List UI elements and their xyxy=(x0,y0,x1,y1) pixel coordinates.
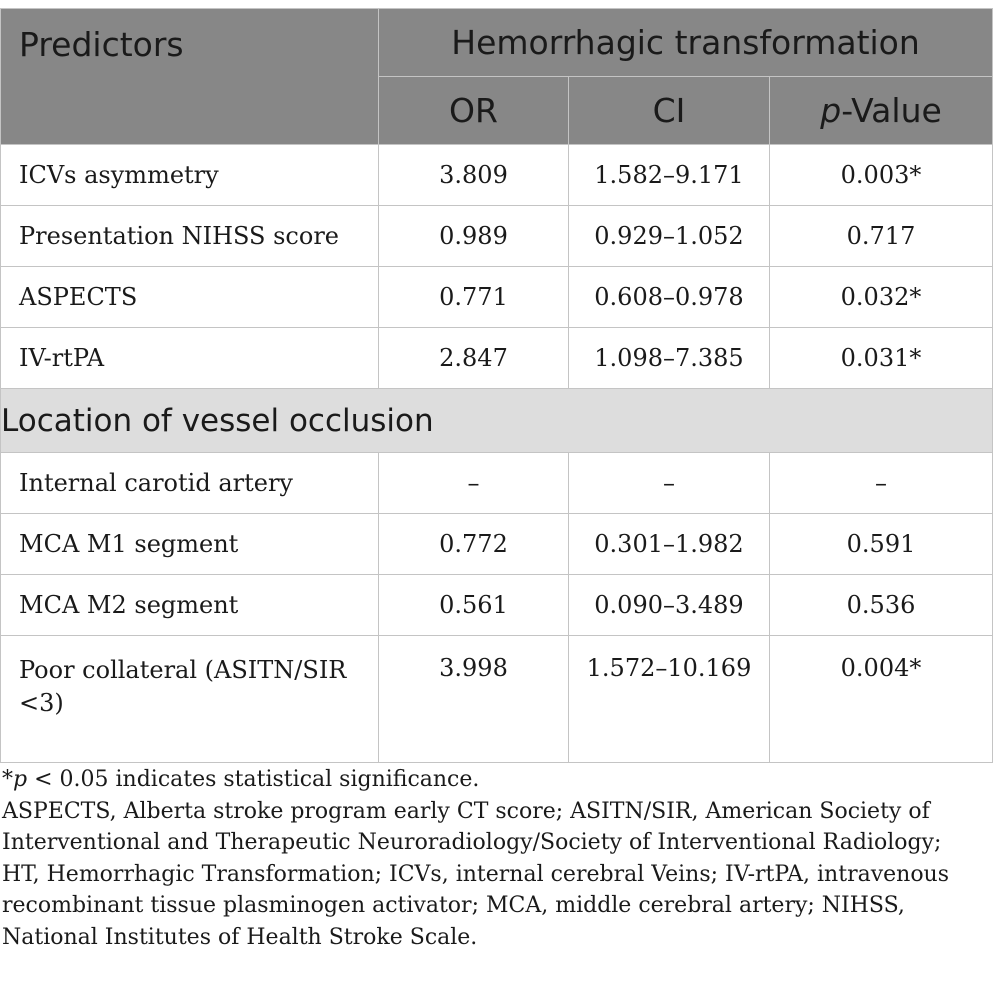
sig-star: * xyxy=(2,767,13,792)
table-row xyxy=(1,575,993,636)
section-row xyxy=(1,389,993,453)
row-or: 0.771 xyxy=(379,267,569,328)
row-p: 0.004* xyxy=(770,636,993,763)
row-or: 0.989 xyxy=(379,206,569,267)
row-ci: 1.582–9.171 xyxy=(569,145,770,206)
table-row xyxy=(1,145,993,206)
row-ci: 1.572–10.169 xyxy=(569,636,770,763)
header-p-rest: -Value xyxy=(841,91,942,130)
table-row xyxy=(1,206,993,267)
row-ci: 0.929–1.052 xyxy=(569,206,770,267)
header-ci: CI xyxy=(569,77,770,145)
row-ci: 0.090–3.489 xyxy=(569,575,770,636)
header-p-value xyxy=(770,77,993,145)
section-label: Location of vessel occlusion xyxy=(1,389,993,453)
abbreviations-note: ASPECTS, Alberta stroke program early CT score; ASITN/SIR, American Society of Interventional and Therapeutic Neuroradiology/Society of Interventional Radiology; HT, Hemorrhagic Transformation; ICVs, internal cerebral Veins; IV-rtPA, intravenous recombinant tissue plasminogen activator; MCA, middle cerebral artery; NIHSS, National Institutes of Health Stroke Scale. xyxy=(2,798,950,950)
table-row xyxy=(1,514,993,575)
row-or: 0.772 xyxy=(379,514,569,575)
header-or: OR xyxy=(379,77,569,145)
row-label: IV-rtPA xyxy=(1,328,379,389)
row-p: – xyxy=(770,453,993,514)
row-p: 0.591 xyxy=(770,514,993,575)
significance-note xyxy=(2,764,982,796)
row-ci: 1.098–7.385 xyxy=(569,328,770,389)
table-row xyxy=(1,267,993,328)
row-or: 0.561 xyxy=(379,575,569,636)
row-p: 0.032* xyxy=(770,267,993,328)
row-label: Presentation NIHSS score xyxy=(1,206,379,267)
row-or: – xyxy=(379,453,569,514)
table-footnotes xyxy=(2,764,982,953)
table-row xyxy=(1,636,993,763)
row-or: 3.809 xyxy=(379,145,569,206)
row-p: 0.003* xyxy=(770,145,993,206)
row-p: 0.031* xyxy=(770,328,993,389)
row-ci: 0.608–0.978 xyxy=(569,267,770,328)
row-ci: 0.301–1.982 xyxy=(569,514,770,575)
header-row-1 xyxy=(1,9,993,77)
sig-p: p xyxy=(13,767,28,792)
header-hemorrhagic-transformation: Hemorrhagic transformation xyxy=(379,9,993,77)
header-p-italic: p xyxy=(820,91,842,130)
row-label: MCA M1 segment xyxy=(1,514,379,575)
row-label: Internal carotid artery xyxy=(1,453,379,514)
sig-rest: < 0.05 indicates statistical significance. xyxy=(27,767,480,792)
row-ci: – xyxy=(569,453,770,514)
row-or: 2.847 xyxy=(379,328,569,389)
row-label: Poor collateral (ASITN/SIR <3) xyxy=(1,636,379,763)
table-row xyxy=(1,328,993,389)
row-label: MCA M2 segment xyxy=(1,575,379,636)
table-row xyxy=(1,453,993,514)
row-or: 3.998 xyxy=(379,636,569,763)
row-p: 0.536 xyxy=(770,575,993,636)
row-label: ASPECTS xyxy=(1,267,379,328)
header-predictors: Predictors xyxy=(1,9,379,145)
row-label: ICVs asymmetry xyxy=(1,145,379,206)
results-table xyxy=(0,8,993,763)
row-p: 0.717 xyxy=(770,206,993,267)
